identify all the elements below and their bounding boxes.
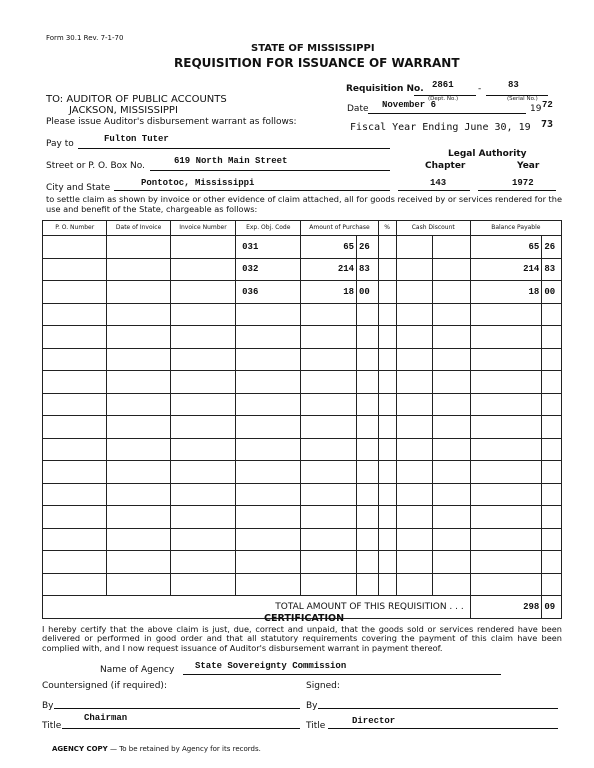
- cash-discount-dollars-cell: [396, 506, 433, 529]
- amount-dollars-cell: [301, 573, 357, 596]
- header-invoice-number: Invoice Number: [170, 221, 235, 236]
- cash-discount-cents-cell: [433, 303, 470, 326]
- balance-dollars-cell: [470, 506, 542, 529]
- cash-discount-cents-cell: [433, 258, 470, 281]
- amount-dollars-cell: [301, 438, 357, 461]
- balance-cents-cell: [542, 416, 562, 439]
- exp-obj-code-cell: [236, 461, 301, 484]
- balance-dollars-cell: 214: [470, 258, 542, 281]
- total-label: TOTAL AMOUNT OF THIS REQUISITION . . .: [43, 596, 471, 619]
- table-row: [43, 416, 562, 439]
- po-cell: [43, 236, 107, 259]
- left-title-value: Chairman: [84, 713, 128, 723]
- po-cell: [43, 348, 107, 371]
- countersigned-label: Countersigned (if required):: [42, 681, 167, 691]
- po-cell: [43, 506, 107, 529]
- invoice-number-cell: [170, 551, 235, 574]
- header-exp-obj-code: Exp. Obj. Code: [236, 221, 301, 236]
- percent-cell: [378, 416, 396, 439]
- percent-cell: [378, 573, 396, 596]
- date-invoice-cell: [107, 348, 170, 371]
- invoice-number-cell: [170, 506, 235, 529]
- balance-dollars-cell: [470, 573, 542, 596]
- balance-cents-cell: [542, 573, 562, 596]
- amount-cents-cell: 00: [357, 281, 379, 304]
- table-row: [43, 393, 562, 416]
- total-cents: 09: [542, 596, 562, 619]
- po-cell: [43, 483, 107, 506]
- date-year-prefix: 19: [530, 104, 542, 114]
- cash-discount-cents-cell: [433, 506, 470, 529]
- total-dollars: 298: [470, 596, 542, 619]
- pay-to-label: Pay to: [46, 139, 74, 149]
- percent-cell: [378, 236, 396, 259]
- percent-cell: [378, 528, 396, 551]
- invoice-number-cell: [170, 236, 235, 259]
- exp-obj-code-cell: [236, 438, 301, 461]
- balance-cents-cell: [542, 438, 562, 461]
- requisition-label: Requisition No.: [346, 84, 424, 94]
- amount-cents-cell: [357, 393, 379, 416]
- street-label: Street or P. O. Box No.: [46, 161, 145, 171]
- cash-discount-cents-cell: [433, 483, 470, 506]
- po-cell: [43, 573, 107, 596]
- percent-cell: [378, 551, 396, 574]
- city-state-value: Pontotoc, Mississippi: [141, 178, 255, 188]
- percent-cell: [378, 438, 396, 461]
- chapter-value: 143: [430, 178, 447, 188]
- balance-cents-cell: [542, 528, 562, 551]
- po-cell: [43, 371, 107, 394]
- cash-discount-cents-cell: [433, 236, 470, 259]
- po-cell: [43, 461, 107, 484]
- amount-dollars-cell: [301, 303, 357, 326]
- invoice-number-cell: [170, 303, 235, 326]
- balance-cents-cell: 26: [542, 236, 562, 259]
- percent-cell: [378, 326, 396, 349]
- po-cell: [43, 393, 107, 416]
- cash-discount-cents-cell: [433, 393, 470, 416]
- invoice-number-cell: [170, 281, 235, 304]
- amount-dollars-cell: [301, 371, 357, 394]
- exp-obj-code-cell: [236, 416, 301, 439]
- serial-no-value: 83: [508, 80, 519, 90]
- amount-dollars-cell: [301, 461, 357, 484]
- balance-cents-cell: [542, 326, 562, 349]
- balance-dollars-cell: [470, 303, 542, 326]
- date-invoice-cell: [107, 438, 170, 461]
- certification-text: I hereby certify that the above claim is just, due, correct and unpaid, that the goods sold or services rendered have been delivered or performed in good order and that all statutory requirements covering the payment of this claim have been complied with, and I now request issuance of Auditor's disbursement warrant in payment thereof.: [42, 624, 562, 653]
- to-line2: JACKSON, MISSISSIPPI: [69, 105, 178, 116]
- balance-cents-cell: [542, 506, 562, 529]
- amount-cents-cell: [357, 326, 379, 349]
- cash-discount-cents-cell: [433, 416, 470, 439]
- cash-discount-dollars-cell: [396, 483, 433, 506]
- chapter-label: Chapter: [425, 161, 466, 171]
- agency-copy-text: — To be retained by Agency for its records.: [109, 745, 261, 753]
- invoice-number-cell: [170, 348, 235, 371]
- invoice-number-cell: [170, 528, 235, 551]
- amount-dollars-cell: [301, 551, 357, 574]
- amount-dollars-cell: [301, 528, 357, 551]
- date-label: Date: [347, 104, 369, 114]
- amount-dollars-cell: 65: [301, 236, 357, 259]
- pay-to-value: Fulton Tuter: [104, 134, 169, 144]
- by-label-right: By: [306, 701, 318, 711]
- percent-cell: [378, 258, 396, 281]
- amount-cents-cell: [357, 528, 379, 551]
- exp-obj-code-cell: [236, 371, 301, 394]
- percent-cell: [378, 348, 396, 371]
- percent-cell: [378, 393, 396, 416]
- cash-discount-dollars-cell: [396, 393, 433, 416]
- header-date-invoice: Date of Invoice: [107, 221, 170, 236]
- exp-obj-code-cell: 036: [236, 281, 301, 304]
- amount-cents-cell: [357, 573, 379, 596]
- cash-discount-cents-cell: [433, 551, 470, 574]
- title-label-right: Title: [306, 721, 326, 731]
- balance-dollars-cell: 18: [470, 281, 542, 304]
- table-row: [43, 551, 562, 574]
- amount-dollars-cell: [301, 506, 357, 529]
- amount-cents-cell: [357, 303, 379, 326]
- po-cell: [43, 281, 107, 304]
- exp-obj-code-cell: [236, 483, 301, 506]
- cash-discount-dollars-cell: [396, 573, 433, 596]
- header-po-number: P. O. Number: [43, 221, 107, 236]
- balance-dollars-cell: [470, 551, 542, 574]
- table-row: [43, 506, 562, 529]
- cash-discount-dollars-cell: [396, 236, 433, 259]
- settle-claim-text: to settle claim as shown by invoice or other evidence of claim attached, all for goods received by or services rendered for the use and benefit of the State, chargeable as follows:: [46, 194, 562, 214]
- exp-obj-code-cell: [236, 573, 301, 596]
- amount-cents-cell: [357, 461, 379, 484]
- balance-dollars-cell: [470, 326, 542, 349]
- cash-discount-dollars-cell: [396, 528, 433, 551]
- header-cash-discount: Cash Discount: [396, 221, 470, 236]
- percent-cell: [378, 506, 396, 529]
- percent-cell: [378, 303, 396, 326]
- header-amount: Amount of Purchase: [301, 221, 378, 236]
- signed-label: Signed:: [306, 681, 340, 691]
- balance-cents-cell: [542, 551, 562, 574]
- amount-cents-cell: 26: [357, 236, 379, 259]
- balance-dollars-cell: [470, 483, 542, 506]
- balance-cents-cell: [542, 303, 562, 326]
- date-invoice-cell: [107, 573, 170, 596]
- cash-discount-cents-cell: [433, 371, 470, 394]
- agency-name-value: State Sovereignty Commission: [195, 661, 347, 671]
- invoice-number-cell: [170, 416, 235, 439]
- certification-title: CERTIFICATION: [264, 613, 345, 624]
- percent-cell: [378, 281, 396, 304]
- date-invoice-cell: [107, 528, 170, 551]
- amount-cents-cell: [357, 483, 379, 506]
- balance-dollars-cell: [470, 461, 542, 484]
- to-line1: TO: AUDITOR OF PUBLIC ACCOUNTS: [46, 94, 227, 105]
- header-percent: %: [378, 221, 396, 236]
- street-value: 619 North Main Street: [174, 156, 288, 166]
- table-row: [43, 573, 562, 596]
- po-cell: [43, 416, 107, 439]
- date-invoice-cell: [107, 416, 170, 439]
- date-invoice-cell: [107, 258, 170, 281]
- dept-no-caption: (Dept. No.): [428, 96, 459, 102]
- balance-dollars-cell: [470, 438, 542, 461]
- cash-discount-dollars-cell: [396, 326, 433, 349]
- balance-cents-cell: 83: [542, 258, 562, 281]
- balance-dollars-cell: 65: [470, 236, 542, 259]
- balance-cents-cell: [542, 393, 562, 416]
- date-value: November 6: [382, 100, 437, 110]
- form-title: REQUISITION FOR ISSUANCE OF WARRANT: [174, 56, 460, 70]
- amount-cents-cell: [357, 371, 379, 394]
- cash-discount-cents-cell: [433, 348, 470, 371]
- date-invoice-cell: [107, 551, 170, 574]
- cash-discount-cents-cell: [433, 326, 470, 349]
- table-row: [43, 348, 562, 371]
- amount-dollars-cell: 214: [301, 258, 357, 281]
- cash-discount-dollars-cell: [396, 303, 433, 326]
- cash-discount-cents-cell: [433, 528, 470, 551]
- by-label-left: By: [42, 701, 54, 711]
- amount-dollars-cell: [301, 348, 357, 371]
- cash-discount-cents-cell: [433, 573, 470, 596]
- cash-discount-dollars-cell: [396, 348, 433, 371]
- table-row: [43, 258, 562, 281]
- invoice-number-cell: [170, 461, 235, 484]
- exp-obj-code-cell: [236, 326, 301, 349]
- fiscal-year-label: Fiscal Year Ending June 30, 19: [350, 122, 531, 133]
- amount-dollars-cell: [301, 416, 357, 439]
- date-invoice-cell: [107, 393, 170, 416]
- balance-dollars-cell: [470, 371, 542, 394]
- date-invoice-cell: [107, 303, 170, 326]
- invoice-number-cell: [170, 326, 235, 349]
- exp-obj-code-cell: [236, 348, 301, 371]
- footer: [52, 745, 261, 753]
- balance-cents-cell: 00: [542, 281, 562, 304]
- table-row: [43, 281, 562, 304]
- balance-cents-cell: [542, 348, 562, 371]
- cash-discount-dollars-cell: [396, 281, 433, 304]
- table-row: [43, 461, 562, 484]
- date-invoice-cell: [107, 326, 170, 349]
- balance-dollars-cell: [470, 416, 542, 439]
- balance-dollars-cell: [470, 393, 542, 416]
- year-value: 1972: [512, 178, 534, 188]
- balance-cents-cell: [542, 461, 562, 484]
- date-invoice-cell: [107, 371, 170, 394]
- cash-discount-dollars-cell: [396, 258, 433, 281]
- balance-dollars-cell: [470, 348, 542, 371]
- exp-obj-code-cell: 031: [236, 236, 301, 259]
- dept-no-value: 2861: [432, 80, 454, 90]
- invoice-number-cell: [170, 573, 235, 596]
- cash-discount-cents-cell: [433, 438, 470, 461]
- po-cell: [43, 258, 107, 281]
- po-cell: [43, 438, 107, 461]
- date-invoice-cell: [107, 461, 170, 484]
- balance-dollars-cell: [470, 528, 542, 551]
- exp-obj-code-cell: [236, 506, 301, 529]
- table-row: [43, 438, 562, 461]
- date-year-suffix: 72: [542, 100, 553, 110]
- cash-discount-dollars-cell: [396, 551, 433, 574]
- balance-cents-cell: [542, 483, 562, 506]
- cash-discount-dollars-cell: [396, 438, 433, 461]
- agency-name-label: Name of Agency: [100, 665, 175, 675]
- legal-authority-label: Legal Authority: [448, 149, 527, 159]
- instruction-text: Please issue Auditor's disbursement warrant as follows:: [46, 117, 297, 127]
- table-row: [43, 528, 562, 551]
- date-invoice-cell: [107, 483, 170, 506]
- balance-cents-cell: [542, 371, 562, 394]
- exp-obj-code-cell: [236, 303, 301, 326]
- invoice-number-cell: [170, 483, 235, 506]
- amount-cents-cell: [357, 348, 379, 371]
- exp-obj-code-cell: [236, 393, 301, 416]
- exp-obj-code-cell: 032: [236, 258, 301, 281]
- table-row: [43, 483, 562, 506]
- amount-cents-cell: [357, 438, 379, 461]
- amount-dollars-cell: 18: [301, 281, 357, 304]
- fiscal-year-suffix: 73: [541, 119, 554, 130]
- invoice-number-cell: [170, 258, 235, 281]
- table-row: [43, 236, 562, 259]
- amount-dollars-cell: [301, 483, 357, 506]
- amount-cents-cell: [357, 416, 379, 439]
- date-invoice-cell: [107, 236, 170, 259]
- date-invoice-cell: [107, 506, 170, 529]
- req-dash: -: [478, 84, 482, 94]
- invoice-number-cell: [170, 371, 235, 394]
- po-cell: [43, 303, 107, 326]
- invoice-number-cell: [170, 438, 235, 461]
- form-number: Form 30.1 Rev. 7-1-70: [46, 34, 124, 42]
- city-state-label: City and State: [46, 183, 111, 193]
- serial-no-caption: (Serial No.): [507, 96, 538, 102]
- amount-cents-cell: [357, 506, 379, 529]
- table-row: [43, 326, 562, 349]
- exp-obj-code-cell: [236, 551, 301, 574]
- amount-cents-cell: [357, 551, 379, 574]
- cash-discount-dollars-cell: [396, 461, 433, 484]
- table-row: [43, 371, 562, 394]
- table-row: [43, 303, 562, 326]
- cash-discount-cents-cell: [433, 461, 470, 484]
- exp-obj-code-cell: [236, 528, 301, 551]
- header-balance-payable: Balance Payable: [470, 221, 561, 236]
- po-cell: [43, 528, 107, 551]
- amount-cents-cell: 83: [357, 258, 379, 281]
- po-cell: [43, 326, 107, 349]
- right-title-value: Director: [352, 716, 396, 726]
- amount-dollars-cell: [301, 393, 357, 416]
- date-invoice-cell: [107, 281, 170, 304]
- state-heading: STATE OF MISSISSIPPI: [251, 43, 375, 54]
- year-label: Year: [517, 161, 540, 171]
- title-label-left: Title: [42, 721, 62, 731]
- invoice-number-cell: [170, 393, 235, 416]
- agency-copy-label: AGENCY COPY: [52, 745, 108, 753]
- cash-discount-dollars-cell: [396, 371, 433, 394]
- percent-cell: [378, 483, 396, 506]
- cash-discount-cents-cell: [433, 281, 470, 304]
- percent-cell: [378, 371, 396, 394]
- amount-dollars-cell: [301, 326, 357, 349]
- claim-table: [42, 220, 562, 619]
- cash-discount-dollars-cell: [396, 416, 433, 439]
- po-cell: [43, 551, 107, 574]
- percent-cell: [378, 461, 396, 484]
